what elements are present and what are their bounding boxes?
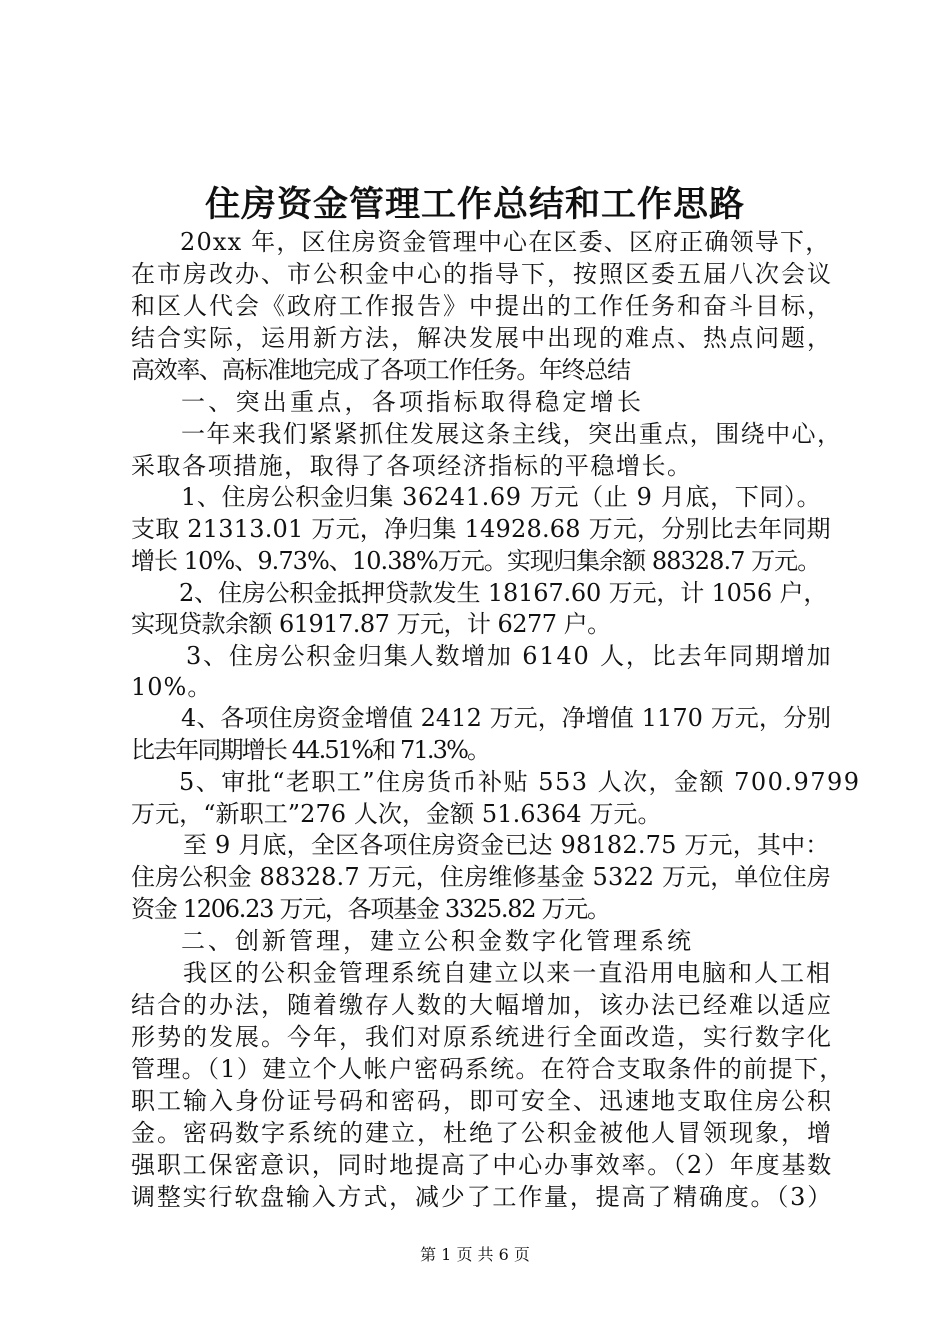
document-title: 住房资金管理工作总结和工作思路: [204, 184, 745, 225]
body-line: 一年来我们紧紧抓住发展这条主线，突出重点，围绕中心，: [181, 420, 843, 448]
body-line: 2、住房公积金抵押贷款发生 18167.60 万元，计 1056 户，: [179, 579, 828, 607]
section-heading: 一、突出重点，各项指标取得稳定增长: [181, 388, 645, 416]
body-line: 支取 21313.01 万元，净归集 14928.68 万元，分别比去年同期: [131, 515, 831, 543]
body-line: 结合的办法，随着缴存人数的大幅增加，该办法已经难以适应: [131, 991, 833, 1019]
body-line: 金。密码数字系统的建立，杜绝了公积金被他人冒领现象，增: [131, 1119, 833, 1147]
body-line: 1、住房公积金归集 36241.69 万元（止 9 月底，下同）。: [181, 483, 822, 511]
body-line: 至 9 月底，全区各项住房资金已达 98182.75 万元，其中：: [183, 831, 830, 859]
body-line: 职工输入身份证号码和密码，即可安全、迅速地支取住房公积: [131, 1087, 833, 1115]
body-line: 管理。（1）建立个人帐户密码系统。在符合支取条件的前提下，: [131, 1055, 845, 1083]
body-line: 20xx 年，区住房资金管理中心在区委、区府正确领导下，: [180, 228, 831, 256]
body-line: 我区的公积金管理系统自建立以来一直沿用电脑和人工相: [183, 959, 832, 987]
body-line: 形势的发展。今年，我们对原系统进行全面改造，实行数字化: [131, 1023, 833, 1051]
body-line: 万元，“新职工”276 人次，金额 51.6364 万元。: [131, 800, 662, 828]
body-line: 高效率、高标准地完成了各项工作任务。年终总结: [131, 356, 630, 384]
body-line: 在市房改办、市公积金中心的指导下，按照区委五届八次会议: [131, 260, 833, 288]
body-line: 3、住房公积金归集人数增加 6140 人，比去年同期增加: [186, 642, 833, 670]
body-line: 4、各项住房资金增值 2412 万元，净增值 1170 万元，分别: [181, 704, 832, 732]
body-line: 实现贷款余额 61917.87 万元，计 6277 户。: [131, 610, 611, 638]
body-line: 比去年同期增长 44.51%和 71.3%。: [131, 736, 490, 764]
body-line: 调整实行软盘输入方式，减少了工作量，提高了精确度。（3）: [131, 1183, 834, 1211]
body-line: 5、审批“老职工”住房货币补贴 553 人次，金额 700.9799: [179, 768, 861, 796]
body-line: 强职工保密意识，同时地提高了中心办事效率。（2）年度基数: [131, 1151, 834, 1179]
body-line: 增长 10%、9.73%、10.38%万元。实现归集余额 88328.7 万元。: [131, 547, 821, 575]
page-footer: 第 1 页 共 6 页: [420, 1245, 530, 1264]
body-line: 住房公积金 88328.7 万元，住房维修基金 5322 万元，单位住房: [131, 863, 831, 891]
section-heading: 二、创新管理，建立公积金数字化管理系统: [181, 927, 694, 955]
body-line: 采取各项措施，取得了各项经济指标的平稳增长。: [131, 452, 693, 480]
body-line: 资金 1206.23 万元，各项基金 3325.82 万元。: [131, 895, 610, 923]
body-line: 结合实际，运用新方法，解决发展中出现的难点、热点问题，: [131, 324, 833, 352]
body-line: 10%。: [131, 673, 213, 701]
body-line: 和区人代会《政府工作报告》中提出的工作任务和奋斗目标，: [131, 292, 833, 320]
